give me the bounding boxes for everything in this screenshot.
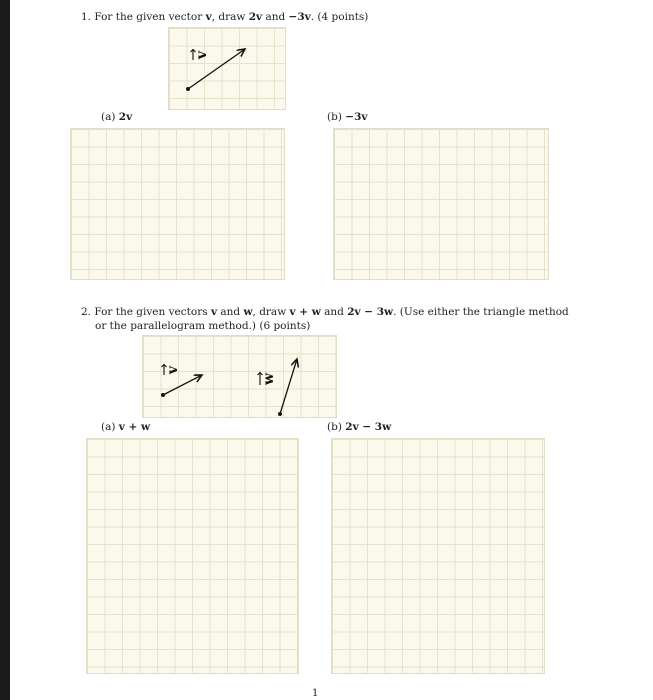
vector-v-tail-dot <box>161 393 165 397</box>
q1a-drawing-grid[interactable] <box>70 128 285 280</box>
vector-w-arrow <box>280 359 297 414</box>
vector-v-arrow <box>163 375 202 395</box>
svg-text:v: v <box>194 50 210 60</box>
svg-text:v: v <box>165 365 181 375</box>
q2b-drawing-grid[interactable] <box>331 438 545 674</box>
svg-text:w: w <box>261 372 277 386</box>
q2-part-a-label: (a) v + w <box>101 421 151 433</box>
page-number: 1 <box>312 688 319 699</box>
vector-v-label <box>162 365 182 376</box>
question-1-text: 1. For the given vector v, draw 2v and −3v. (4 points) <box>81 11 369 23</box>
question-2-text-line1: 2. For the given vectors v and w, draw v + w and 2v − 3w. (Use either the triangle method <box>81 306 569 318</box>
vector-w-label <box>258 372 278 386</box>
q2a-drawing-grid[interactable] <box>86 438 299 674</box>
q1-part-b-label: (b) −3v <box>327 111 368 123</box>
q1-vector-v-figure <box>168 27 286 110</box>
q2-part-b-label: (b) 2v − 3w <box>327 421 392 433</box>
q2-vectors-figure <box>142 335 337 418</box>
vector-w-tail-dot <box>278 412 282 416</box>
q1-part-a-label: (a) 2v <box>101 111 133 123</box>
vector-v-tail-dot <box>186 87 190 91</box>
question-2-text-line2: or the parallelogram method.) (6 points) <box>95 320 311 332</box>
vector-v-label <box>191 50 211 61</box>
q1b-drawing-grid[interactable] <box>333 128 549 280</box>
left-edge-bar <box>0 0 10 700</box>
